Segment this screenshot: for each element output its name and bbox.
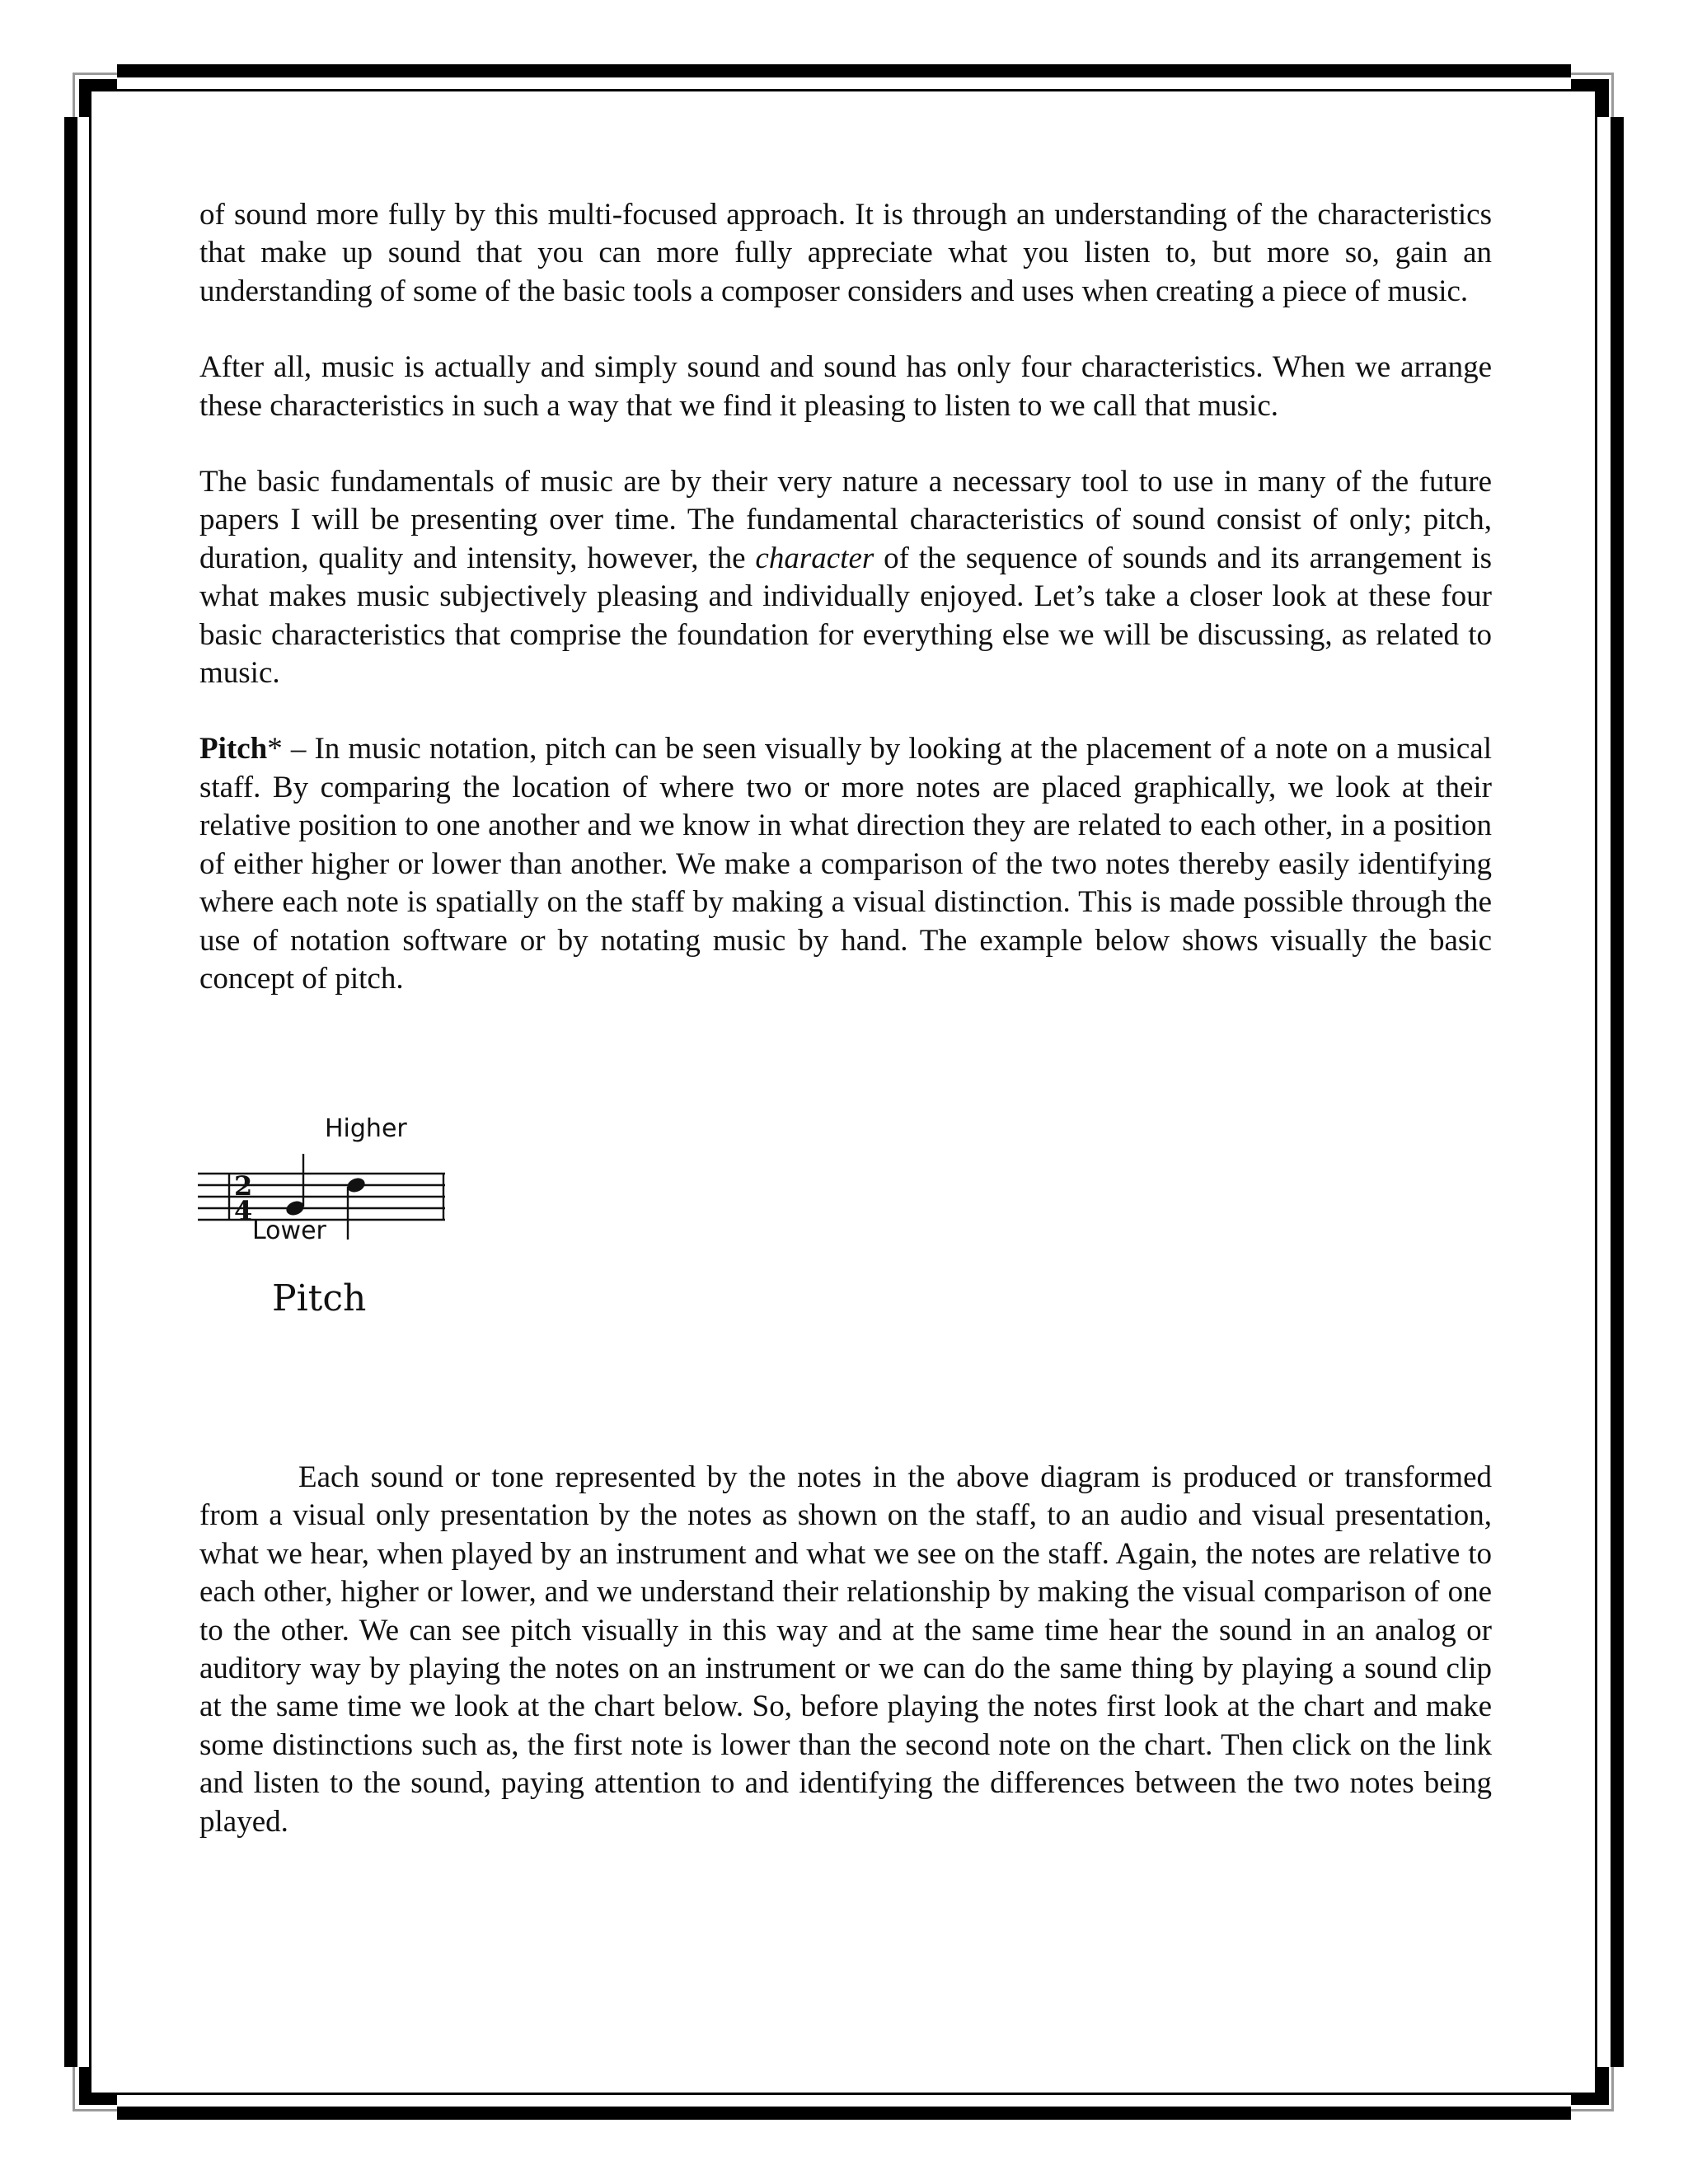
border-bar-top	[117, 64, 1571, 77]
time-signature-top: 2	[234, 1170, 253, 1202]
border-bar-right	[1611, 117, 1624, 2067]
fundamentals-text-a: The basic fundamentals of music are by their very nature a necessary tool to use in many of the future papers I will be presenting over time. The fundamental characteristics of sound consist of only; pitch, duration, quality and intensity, however, the	[199, 465, 1492, 575]
character-emphasis: character	[755, 541, 874, 575]
document-body	[199, 196, 1492, 998]
pitch-definition-text: * – In music notation, pitch can be seen visually by looking at the placement of a note on a musical staff. By comparing the location of where two or more notes are placed graphically, we look at their relative position to one another and we know in what direction they are related to each other, in a position of either higher or lower than another. We make a comparison of the two notes thereby easily identifying where each note is spatially on the staff by making a visual distinction. This is made possible through the use of notation software or by notating music by hand. The example below shows visually the basic concept of pitch.	[199, 732, 1492, 996]
figure-caption: Pitch	[272, 1277, 367, 1319]
paragraph-intro-continued: of sound more fully by this multi-focused approach. It is through an understanding of the characteristics that make up sound that you can more fully appreciate what you listen to, but more so, gain an understanding of some of the basic tools a composer considers and uses when creating a piece of music.	[199, 198, 1492, 308]
border-corner-bottom-left-v	[79, 2067, 91, 2105]
paragraph-four-characteristics: After all, music is actually and simply sound and sound has only four characteristics. When we arrange these characteristics in such a way that we find it pleasing to listen to we call that music.	[199, 350, 1492, 423]
paragraph-fundamentals	[199, 463, 1492, 692]
border-corner-top-left-v	[79, 79, 91, 117]
label-higher: Higher	[325, 1114, 407, 1143]
time-signature-bottom: 4	[234, 1195, 253, 1226]
pitch-term: Pitch	[199, 732, 268, 766]
paragraph-sound-explanation: Each sound or tone represented by the notes in the above diagram is produced or transformed from a visual only presentation by the notes as shown on the staff, to an audio and visual presentation, what we hear, when played by an instrument and what we see on the staff. Again, the notes are relative to each other, higher or lower, and we understand their relationship by making the visual comparison of one to the other. We can see pitch visually in this way and at the same time hear the sound in an analog or auditory way by playing the notes on an instrument or we can do the same thing by playing a sound clip at the same time we look at the chart below. So, before playing the notes first look at the chart and make some distinctions such as, the first note is lower than the second note on the chart. Then click on the link and listen to the sound, paying attention to and identifying the differences between the two notes being played.	[199, 1460, 1492, 1839]
border-corner-top-right-v	[1597, 79, 1609, 117]
border-bar-bottom	[117, 2107, 1571, 2120]
border-bar-left	[64, 117, 77, 2067]
border-corner-bottom-right-v	[1597, 2067, 1609, 2105]
label-lower: Lower	[252, 1216, 326, 1245]
fundamentals-text-b: of the sequence of sounds and its arrangement is what makes music subjectively pleasing and individually enjoyed. Let’s take a closer look at these four basic characteristics that comprise the foundation for everything else we will be discussing, as related to music.	[199, 541, 1493, 691]
document-body-lower	[199, 1459, 1492, 1841]
paragraph-pitch-definition	[199, 730, 1492, 998]
pitch-diagram	[198, 1113, 478, 1335]
